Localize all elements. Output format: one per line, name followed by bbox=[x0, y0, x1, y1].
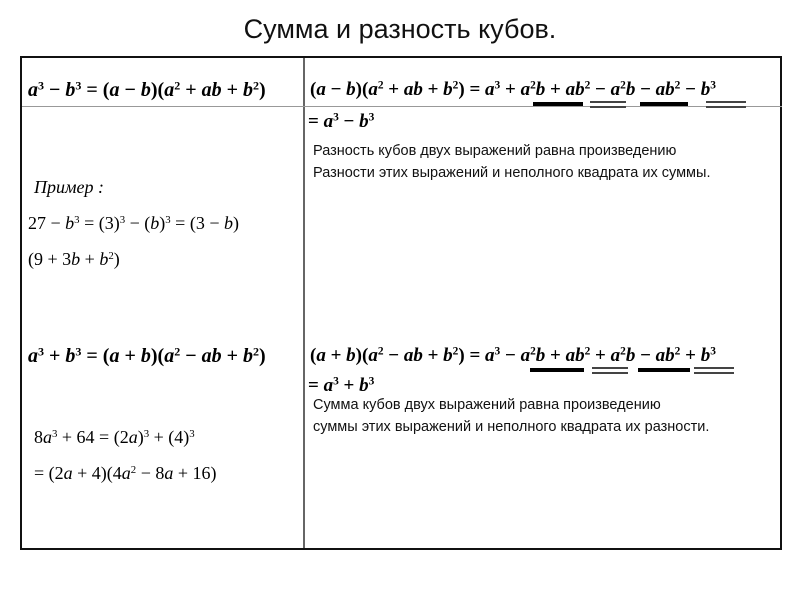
sum-formula: $a^3 + b^3 = (a + b)(a^2$ − ab + $b^2$) bbox=[28, 344, 266, 367]
sum-rule bbox=[313, 394, 773, 438]
difference-rule bbox=[313, 140, 773, 184]
difference-rule-line2: Разности этих выражений и неполного квадрата их суммы. bbox=[313, 165, 711, 181]
column-divider bbox=[303, 58, 305, 548]
example-label: Пример : bbox=[34, 177, 104, 197]
sum-rule-line2: суммы этих выражений и неполного квадрата их разности. bbox=[313, 419, 710, 435]
sum-cancel-mark-a2b-pos bbox=[638, 368, 690, 372]
difference-result: = $a^3 - b^3$ bbox=[308, 111, 375, 132]
sum-cancel-mark-a2b bbox=[530, 368, 584, 372]
sum-cancel-mark-ab2-neg-2 bbox=[694, 372, 734, 374]
difference-expansion: $(a - b)(a^2$ + ab + $b^2) = a^3 + a^2b + ab^2 - a^2b - ab^2 - b^3$ bbox=[310, 79, 716, 100]
sum-cancel-mark-ab2-2 bbox=[592, 372, 628, 374]
difference-rule-line1: Разность кубов двух выражений равна произведению bbox=[313, 143, 677, 159]
cancel-mark-a2b-neg bbox=[640, 102, 688, 106]
sum-expansion: $(a + b)(a^2$ − ab + $b^2) = a^3 - a^2b + ab^2 + a^2b - ab^2 + b^3$ bbox=[310, 345, 716, 366]
sum-cancel-mark-ab2 bbox=[592, 367, 628, 369]
sum-rule-line1: Сумма кубов двух выражений равна произведению bbox=[313, 397, 661, 413]
difference-example-line2: $(9 + 3b + b^2)$ bbox=[28, 249, 120, 269]
cancel-mark-ab2 bbox=[590, 101, 626, 103]
cancel-mark-ab2-2 bbox=[590, 106, 626, 108]
difference-formula: $a^3 - b^3 = (a - b)(a^2$ + ab + $b^2$) bbox=[28, 78, 266, 101]
sum-cancel-mark-ab2-neg bbox=[694, 367, 734, 369]
slide-title: Сумма и разность кубов. bbox=[243, 14, 557, 44]
difference-example-line1: $27 - b^3 = (3)^3 - (b)^3 = (3 - b)$ bbox=[28, 213, 239, 233]
sum-example-line2: = $(2a + 4)(4a^2 - 8a + 16)$ bbox=[34, 463, 217, 483]
header-row-divider bbox=[22, 106, 782, 107]
sum-example-line1: $8a^3 + 64 = (2a)^3 + (4)^3$ bbox=[34, 427, 195, 447]
cancel-mark-a2b bbox=[533, 102, 583, 106]
cancel-mark-ab2-neg bbox=[706, 101, 746, 103]
cancel-mark-ab2-neg-2 bbox=[706, 106, 746, 108]
sum-result: = $a^3 + b^3$ bbox=[308, 375, 375, 396]
